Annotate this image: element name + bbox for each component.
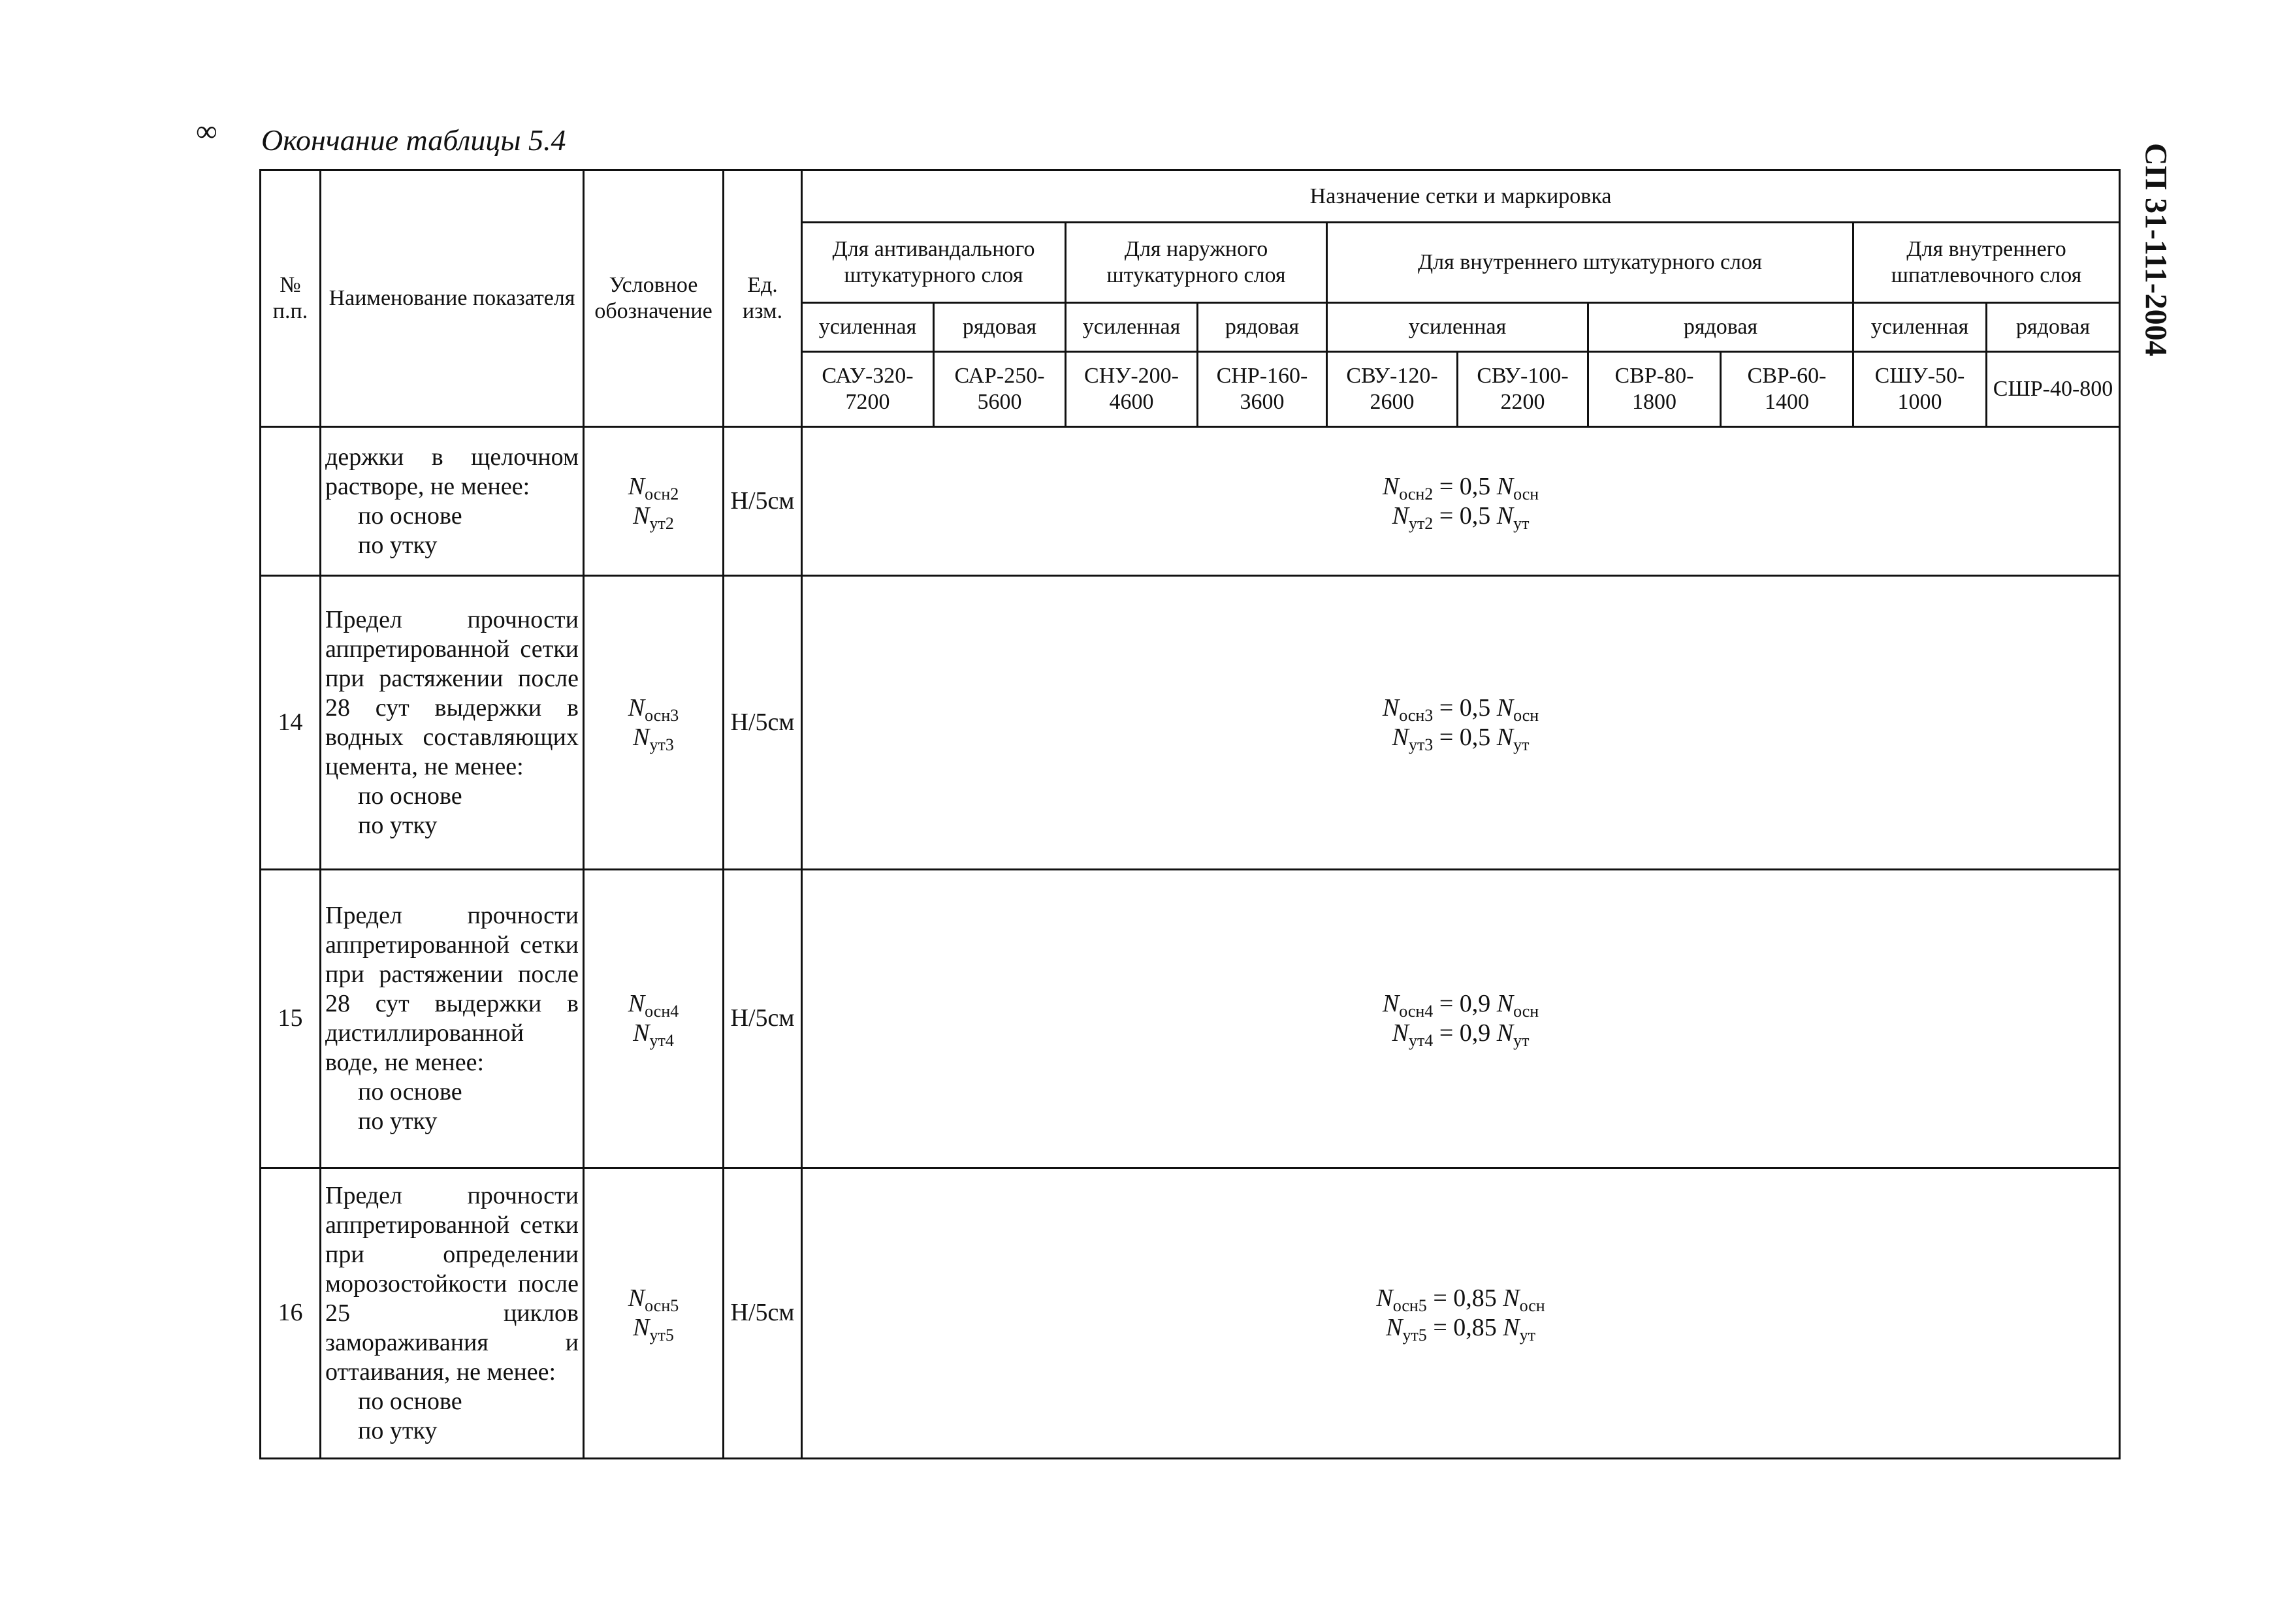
symbol-base: $N_{осн5}$	[628, 1284, 679, 1315]
row-name-cell	[321, 427, 584, 576]
header-purpose: Для наружного штукатурного слоя	[1066, 223, 1327, 303]
formula-base: $N_{осн3} = 0,5$ $N_{осн}$	[1382, 693, 1539, 725]
header-mark: СВР-60-1400	[1721, 352, 1853, 427]
row-base-label: по основе	[358, 502, 462, 530]
row-formula-cell	[802, 1168, 2120, 1459]
symbol-weft: $N_{ут5}$	[633, 1314, 674, 1345]
row-formula-cell	[802, 576, 2120, 870]
header-type: рядовая	[1987, 303, 2120, 352]
document-code-wrapper	[2133, 132, 2179, 367]
header-purpose: Для антивандального штукатурного слоя	[802, 223, 1066, 303]
header-num: № п.п.	[261, 170, 321, 427]
formula-weft: $N_{ут2} = 0,5$ $N_{ут}$	[1392, 502, 1530, 533]
header-type: рядовая	[1588, 303, 1853, 352]
header-symbol: Условное обозначение	[584, 170, 724, 427]
row-unit: Н/5см	[724, 427, 802, 576]
symbol-weft: $N_{ут3}$	[633, 723, 674, 754]
header-purpose: Для внутреннего штукатурного слоя	[1327, 223, 1853, 303]
page-number: ∞	[196, 114, 217, 148]
header-mark: СВУ-100-2200	[1458, 352, 1588, 427]
header-type: рядовая	[934, 303, 1066, 352]
header-type: усиленная	[802, 303, 934, 352]
row-weft-label: по утку	[358, 1107, 438, 1135]
table-caption: Окончание таблицы 5.4	[261, 123, 566, 157]
table-row	[261, 576, 2120, 870]
formula-weft: $N_{ут4} = 0,9$ $N_{ут}$	[1392, 1019, 1530, 1050]
symbol-base: $N_{осн4}$	[628, 990, 679, 1021]
header-purpose: Для внутреннего шпатлевочного слоя	[1853, 223, 2120, 303]
formula-weft: $N_{ут5} = 0,85$ $N_{ут}$	[1386, 1314, 1535, 1345]
formula-weft: $N_{ут3} = 0,5$ $N_{ут}$	[1392, 723, 1530, 754]
header-type: усиленная	[1066, 303, 1198, 352]
header-mark: САУ-320-7200	[802, 352, 934, 427]
row-name-cell	[321, 870, 584, 1168]
formula-base: $N_{осн5} = 0,85$ $N_{осн}$	[1376, 1284, 1545, 1315]
row-formula-cell	[802, 427, 2120, 576]
header-mark: СВР-80-1800	[1588, 352, 1721, 427]
header-group: Назначение сетки и маркировка	[802, 170, 2120, 223]
header-type: рядовая	[1198, 303, 1327, 352]
header-type: усиленная	[1853, 303, 1987, 352]
table-row	[261, 1168, 2120, 1459]
header-mark: СВУ-120-2600	[1327, 352, 1458, 427]
row-formula-cell	[802, 870, 2120, 1168]
row-base-label: по основе	[358, 1387, 462, 1415]
row-weft-label: по утку	[358, 811, 438, 839]
symbol-base: $N_{осн2}$	[628, 472, 679, 503]
header-mark: СШУ-50-1000	[1853, 352, 1987, 427]
symbol-weft: $N_{ут4}$	[633, 1019, 674, 1050]
row-base-label: по основе	[358, 1078, 462, 1106]
row-number: 16	[261, 1168, 321, 1459]
header-mark: СНУ-200-4600	[1066, 352, 1198, 427]
document-code: СП 31-111-2004	[2138, 142, 2173, 357]
row-symbol-cell	[584, 576, 724, 870]
formula-base: $N_{осн2} = 0,5$ $N_{осн}$	[1382, 472, 1539, 503]
table-row	[261, 427, 2120, 576]
row-name: Предел прочности аппретированной сетки при растяжении после 28 сут выдержки в водных составляющих цемента, не менее:	[325, 605, 579, 780]
formula-base: $N_{осн4} = 0,9$ $N_{осн}$	[1382, 990, 1539, 1021]
row-name: Предел прочности аппретированной сетки при растяжении после 28 сут выдержки в дистиллированной воде, не менее:	[325, 902, 579, 1076]
table-row	[261, 870, 2120, 1168]
row-symbol-cell	[584, 427, 724, 576]
row-name: Предел прочности аппретированной сетки при определении морозостойкости после 25 циклов замораживания и оттаивания, не менее:	[325, 1181, 579, 1386]
header-unit: Ед. изм.	[724, 170, 802, 427]
row-name-cell	[321, 1168, 584, 1459]
row-unit: Н/5см	[724, 576, 802, 870]
row-name: держки в щелочном растворе, не менее:	[325, 443, 579, 500]
row-number: 14	[261, 576, 321, 870]
row-name-cell	[321, 576, 584, 870]
properties-table	[259, 169, 2121, 1459]
header-type: усиленная	[1327, 303, 1588, 352]
header-mark: САР-250-5600	[934, 352, 1066, 427]
header-mark: СНР-160-3600	[1198, 352, 1327, 427]
row-number	[261, 427, 321, 576]
row-unit: Н/5см	[724, 1168, 802, 1459]
header-name: Наименование показателя	[321, 170, 584, 427]
symbol-base: $N_{осн3}$	[628, 693, 679, 725]
row-unit: Н/5см	[724, 870, 802, 1168]
row-symbol-cell	[584, 870, 724, 1168]
header-mark: СШР-40-800	[1987, 352, 2120, 427]
symbol-weft: $N_{ут2}$	[633, 502, 674, 533]
row-weft-label: по утку	[358, 531, 438, 559]
row-number: 15	[261, 870, 321, 1168]
row-weft-label: по утку	[358, 1416, 438, 1444]
row-base-label: по основе	[358, 782, 462, 810]
row-symbol-cell	[584, 1168, 724, 1459]
